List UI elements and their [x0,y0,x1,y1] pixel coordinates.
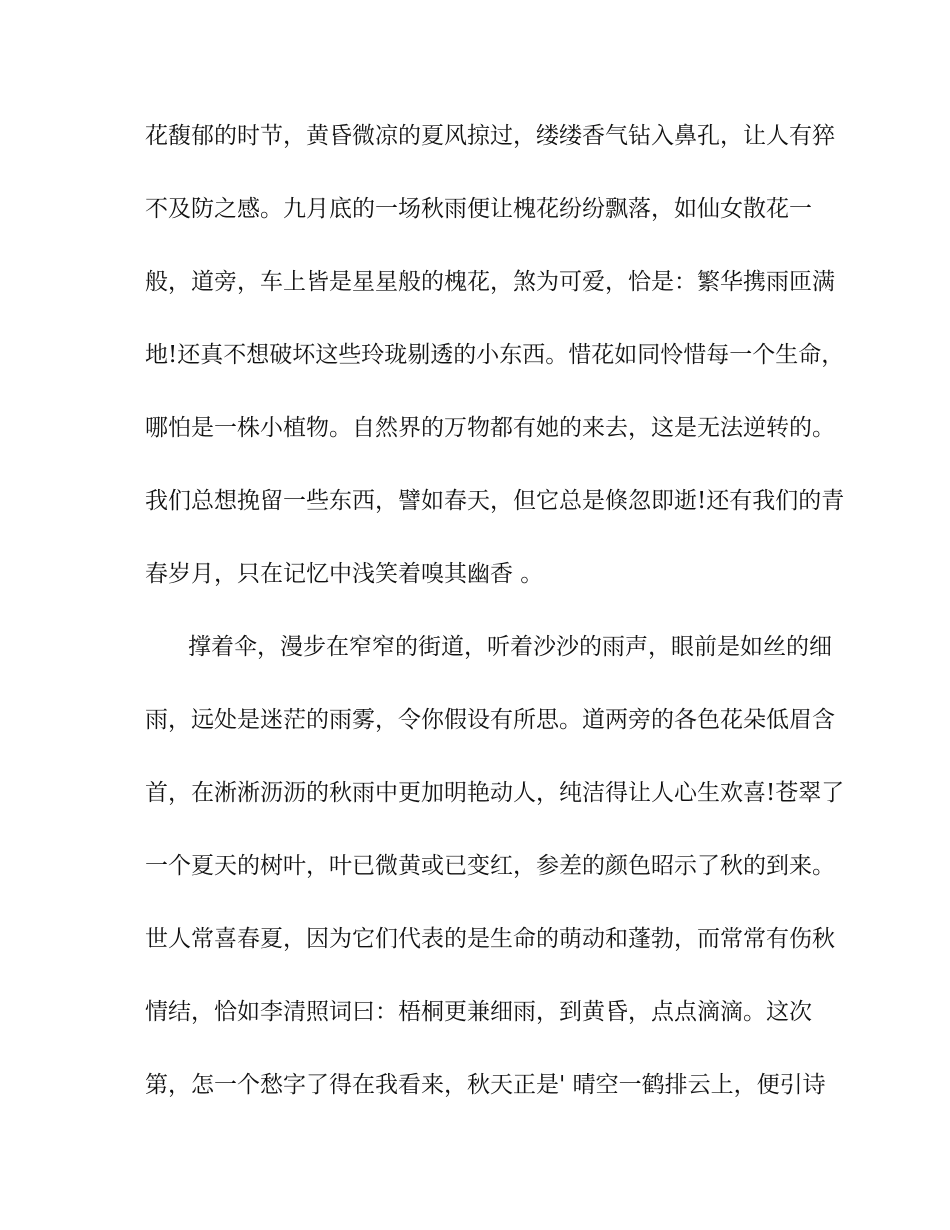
text-line: 情结，恰如李清照词曰：梧桐更兼细雨，到黄昏，点点滴滴。这次 [145,999,812,1025]
text-line: 哪怕是一株小植物。自然界的万物都有她的来去，这是无法逆转的。 [145,415,835,441]
text-line: 般，道旁，车上皆是星星般的槐花，煞为可爱，恰是：繁华携雨匝满 [145,269,835,295]
text-line: 一个夏天的树叶，叶已微黄或已变红，参差的颜色昭示了秋的到来。 [145,853,835,879]
text-line: 我们总想挽留一些东西，譬如春天，但它总是倏忽即逝!还有我们的青 [145,488,845,514]
text-line: 第，怎一个愁字了得在我看来，秋天正是' 晴空一鹤排云上，便引诗 [145,1072,826,1098]
text-line: 春岁月，只在记忆中浅笑着嗅其幽香 。 [145,561,544,587]
paragraph-start-line: 撑着伞，漫步在窄窄的街道，听着沙沙的雨声，眼前是如丝的细 [188,634,832,660]
text-line: 雨，远处是迷茫的雨雾，令你假设有所思。道两旁的各色花朵低眉含 [145,707,835,733]
text-line: 地!还真不想破坏这些玲珑剔透的小东西。惜花如同怜惜每一个生命， [145,342,845,368]
text-line: 花馥郁的时节，黄昏微凉的夏风掠过，缕缕香气钻入鼻孔，让人有猝 [145,123,835,149]
text-line: 不及防之感。九月底的一场秋雨便让槐花纷纷飘落，如仙女散花一 [145,196,812,222]
text-line: 首，在淅淅沥沥的秋雨中更加明艳动人，纯洁得让人心生欢喜!苍翠了 [145,780,845,806]
text-line: 世人常喜春夏，因为它们代表的是生命的萌动和蓬勃，而常常有伤秋 [145,926,835,952]
